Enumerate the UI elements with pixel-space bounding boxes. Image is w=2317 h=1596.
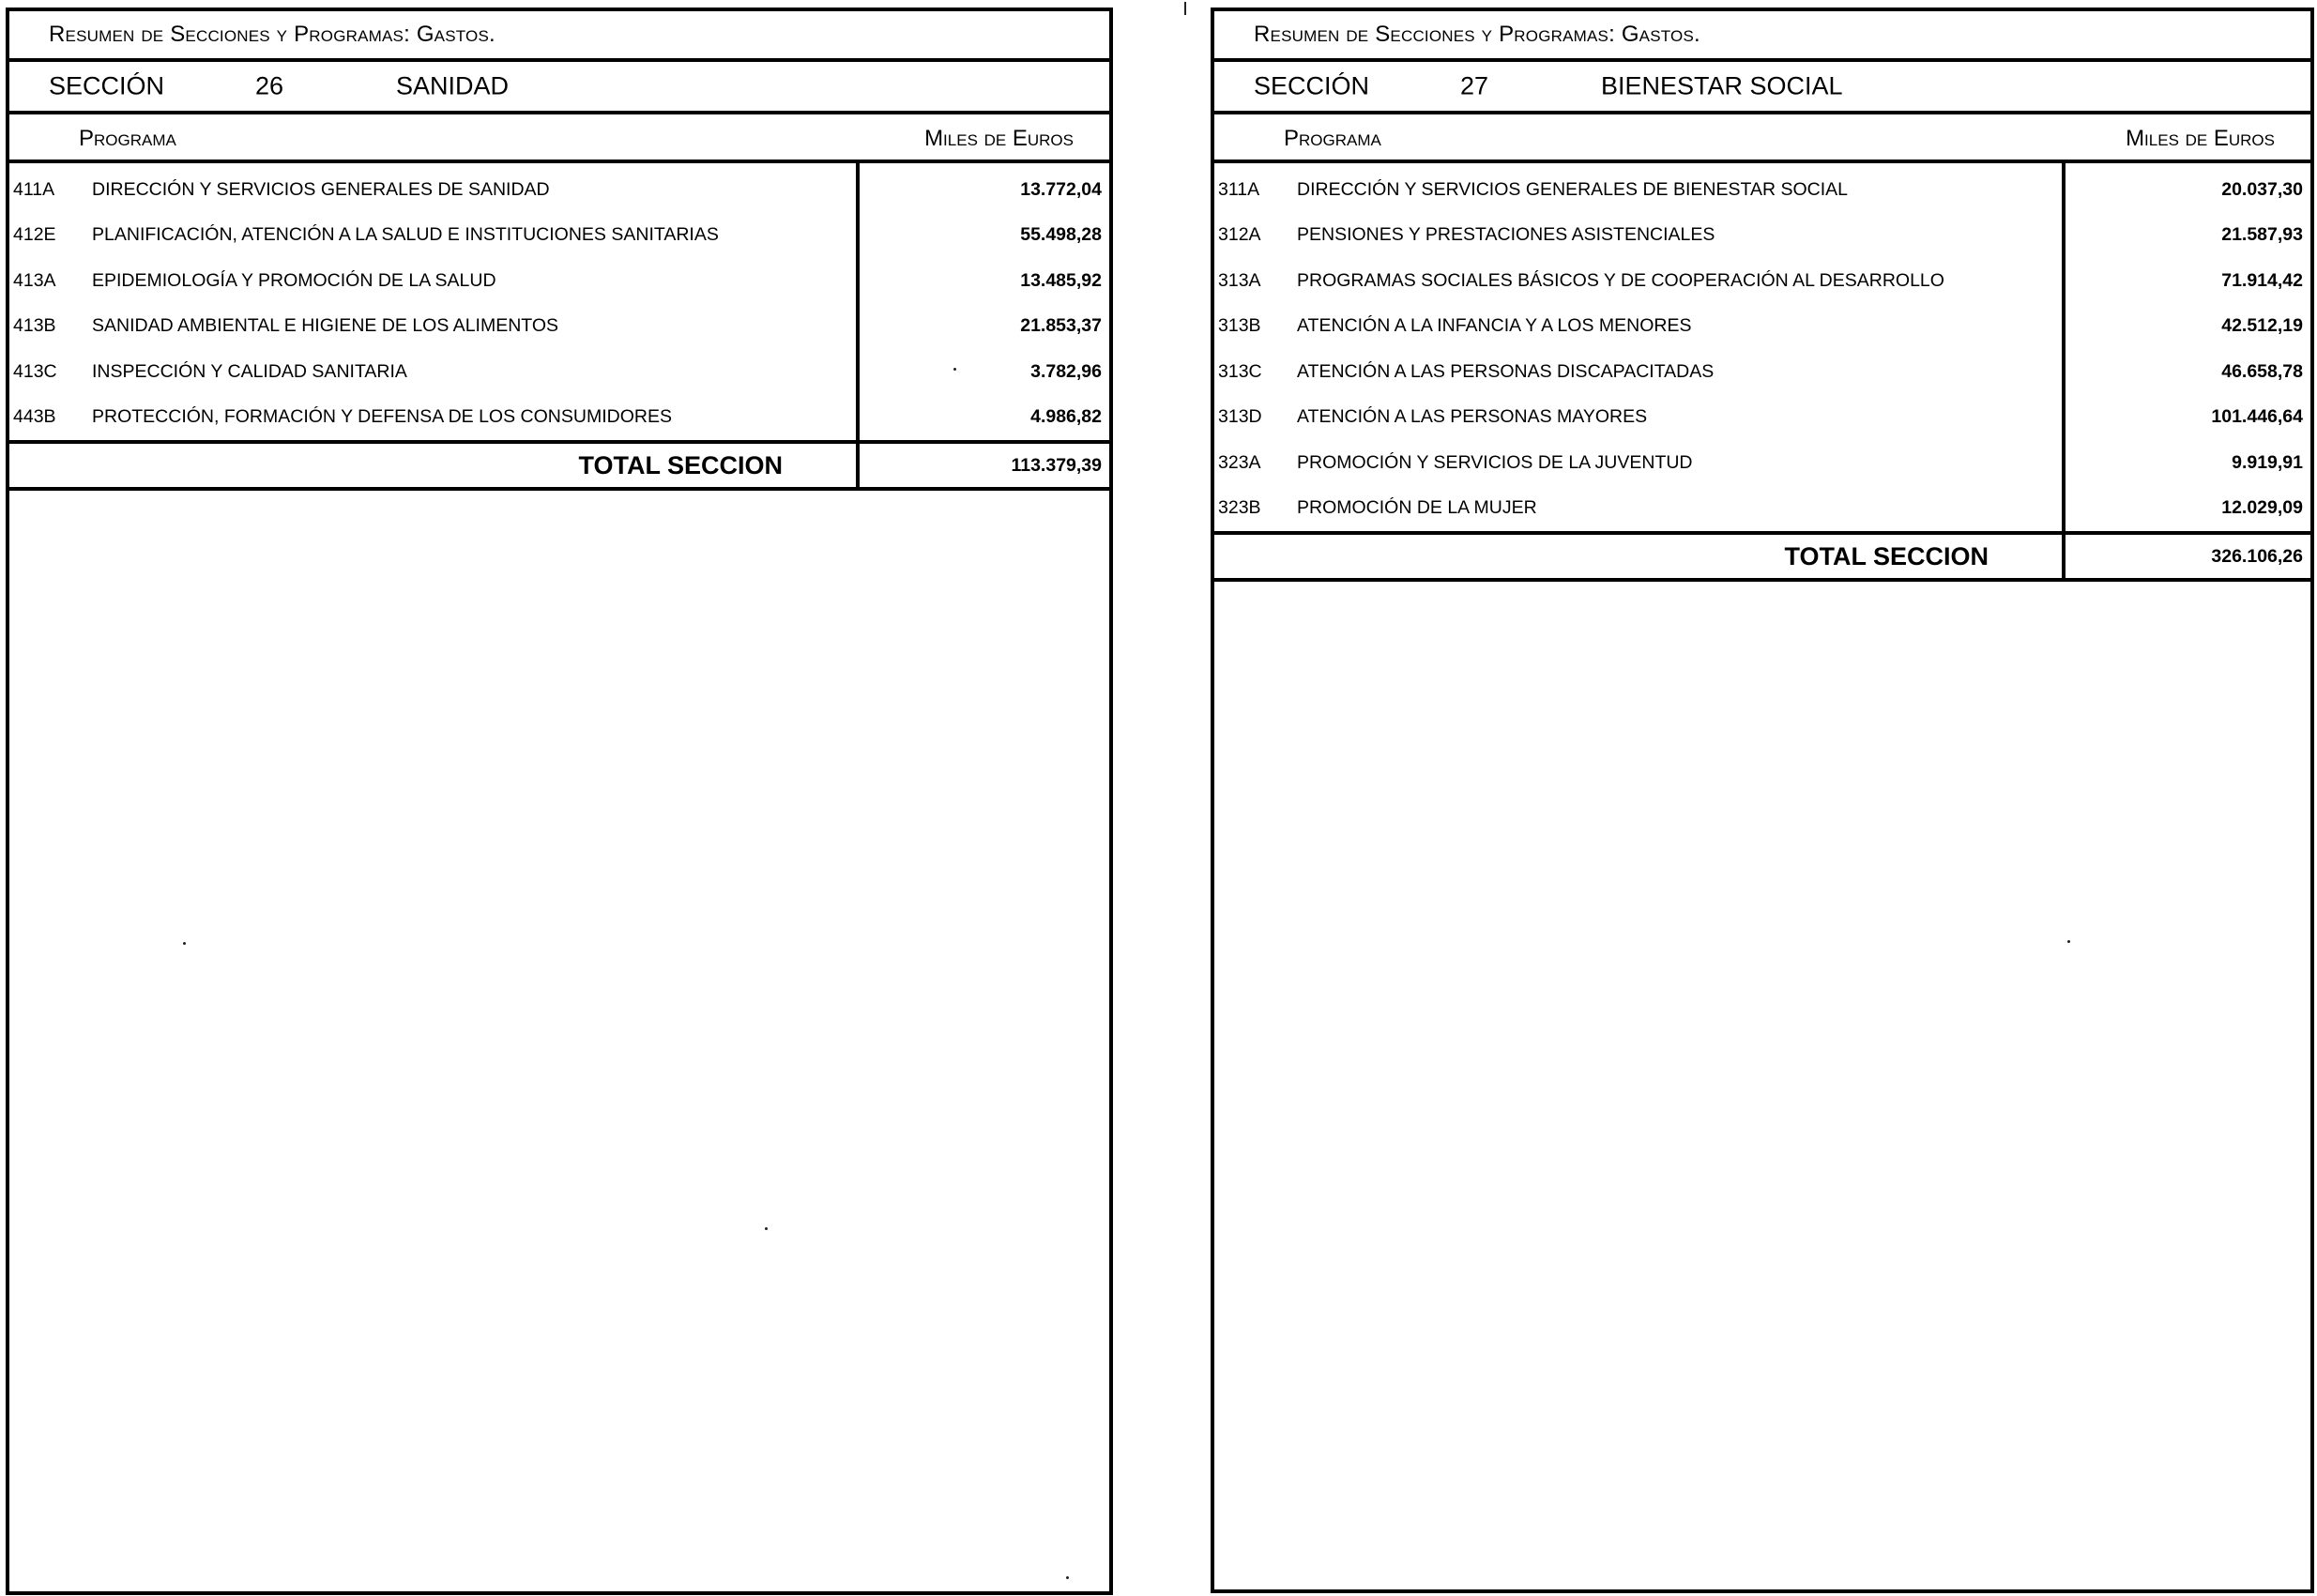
program-code: 313B [1218,315,1261,337]
program-description: SANIDAD AMBIENTAL E HIGIENE DE LOS ALIMENTOS [92,315,559,337]
program-amount: 20.037,30 [2221,178,2303,200]
total-value: 113.379,39 [1011,454,1102,476]
program-amount: 13.485,92 [1020,269,1102,291]
table-row [9,213,856,259]
table-row [1214,167,2062,213]
program-description: PLANIFICACIÓN, ATENCIÓN A LA SALUD E INSTITUCIONES SANITARIAS [92,224,719,246]
seccion-number: 26 [255,71,284,100]
scan-speck [953,368,956,371]
program-description: PENSIONES Y PRESTACIONES ASISTENCIALES [1297,224,1715,246]
program-code: 313D [1218,406,1262,428]
table-row [9,304,856,350]
program-code: 412E [13,224,56,246]
table-row [9,167,856,213]
program-description: PROMOCIÓN DE LA MUJER [1297,497,1537,519]
program-description: INSPECCIÓN Y CALIDAD SANITARIA [92,360,407,382]
program-code: 413A [13,269,56,291]
program-amount: 42.512,19 [2221,315,2303,337]
program-description: ATENCIÓN A LAS PERSONAS MAYORES [1297,406,1648,428]
program-amount: 21.853,37 [1020,315,1102,337]
program-amount: 9.919,91 [2232,451,2303,473]
table-row [1214,258,2062,304]
column-header-miles: Miles de Euros [2126,126,2275,151]
program-code: 413C [13,360,57,382]
program-code: 323A [1218,451,1261,473]
program-code: 413B [13,315,56,337]
seccion-name: BIENESTAR SOCIAL [1601,71,1843,100]
page-header [9,11,1109,62]
programs-table [1214,163,2310,535]
program-description: DIRECCIÓN Y SERVICIOS GENERALES DE BIENESTAR SOCIAL [1297,178,1848,200]
table-row [1214,304,2062,350]
total-label: TOTAL SECCION [1214,535,2065,578]
program-amount: 3.782,96 [1030,360,1102,382]
scan-speck [1066,1576,1069,1579]
total-row [9,444,1109,491]
program-amount: 71.914,42 [2221,269,2303,291]
seccion-label: SECCIÓN [49,71,165,100]
programs-table [9,163,1109,444]
table-row [1214,349,2062,395]
column-header-programa: Programa [79,126,176,151]
table-row [1214,440,2062,486]
column-header-miles: Miles de Euros [924,126,1074,151]
program-amount: 46.658,78 [2221,360,2303,382]
amount-column [860,163,1109,444]
seccion-row [1214,62,2310,114]
table-row [1214,486,2062,532]
program-description: ATENCIÓN A LA INFANCIA Y A LOS MENORES [1297,315,1692,337]
table-row [9,395,856,441]
seccion-number: 27 [1460,71,1489,100]
table-row [9,258,856,304]
scan-speck [183,942,186,945]
scan-speck [1184,2,1186,15]
program-code: 312A [1218,224,1261,246]
seccion-row [9,62,1109,114]
program-code: 313A [1218,269,1261,291]
program-code: 313C [1218,360,1262,382]
total-row [1214,535,2310,582]
program-code: 323B [1218,497,1261,519]
program-amount: 101.446,64 [2211,406,2303,428]
header-title: Resumen de Secciones y Programas: Gastos. [1254,22,1700,47]
program-description: EPIDEMIOLOGÍA Y PROMOCIÓN DE LA SALUD [92,269,496,291]
page-header [1214,11,2310,62]
seccion-name: SANIDAD [396,71,510,100]
program-code: 411A [13,178,55,200]
header-title: Resumen de Secciones y Programas: Gastos. [49,22,495,47]
scan-speck [765,1227,768,1230]
column-header-programa: Programa [1284,126,1381,151]
column-header-row [1214,114,2310,163]
program-column [1214,163,2065,535]
program-description: DIRECCIÓN Y SERVICIOS GENERALES DE SANIDAD [92,178,550,200]
program-description: PROMOCIÓN Y SERVICIOS DE LA JUVENTUD [1297,451,1693,473]
total-label: TOTAL SECCION [9,444,860,487]
amount-column [2065,163,2310,535]
program-description: PROGRAMAS SOCIALES BÁSICOS Y DE COOPERACIÓN AL DESARROLLO [1297,269,1944,291]
table-row [9,349,856,395]
program-amount: 12.029,09 [2221,497,2303,519]
program-description: PROTECCIÓN, FORMACIÓN Y DEFENSA DE LOS CONSUMIDORES [92,406,672,428]
program-amount: 21.587,93 [2221,224,2303,246]
total-value: 326.106,26 [2211,545,2303,567]
seccion-label: SECCIÓN [1254,71,1370,100]
right-page-panel [1211,8,2314,1593]
program-code: 311A [1218,178,1260,200]
left-page-panel [6,8,1113,1595]
table-row [1214,395,2062,441]
program-code: 443B [13,406,56,428]
program-amount: 4.986,82 [1030,406,1102,428]
scan-speck [2067,940,2070,943]
program-amount: 13.772,04 [1020,178,1102,200]
program-column [9,163,860,444]
program-description: ATENCIÓN A LAS PERSONAS DISCAPACITADAS [1297,360,1715,382]
program-amount: 55.498,28 [1020,224,1102,246]
column-header-row [9,114,1109,163]
table-row [1214,213,2062,259]
